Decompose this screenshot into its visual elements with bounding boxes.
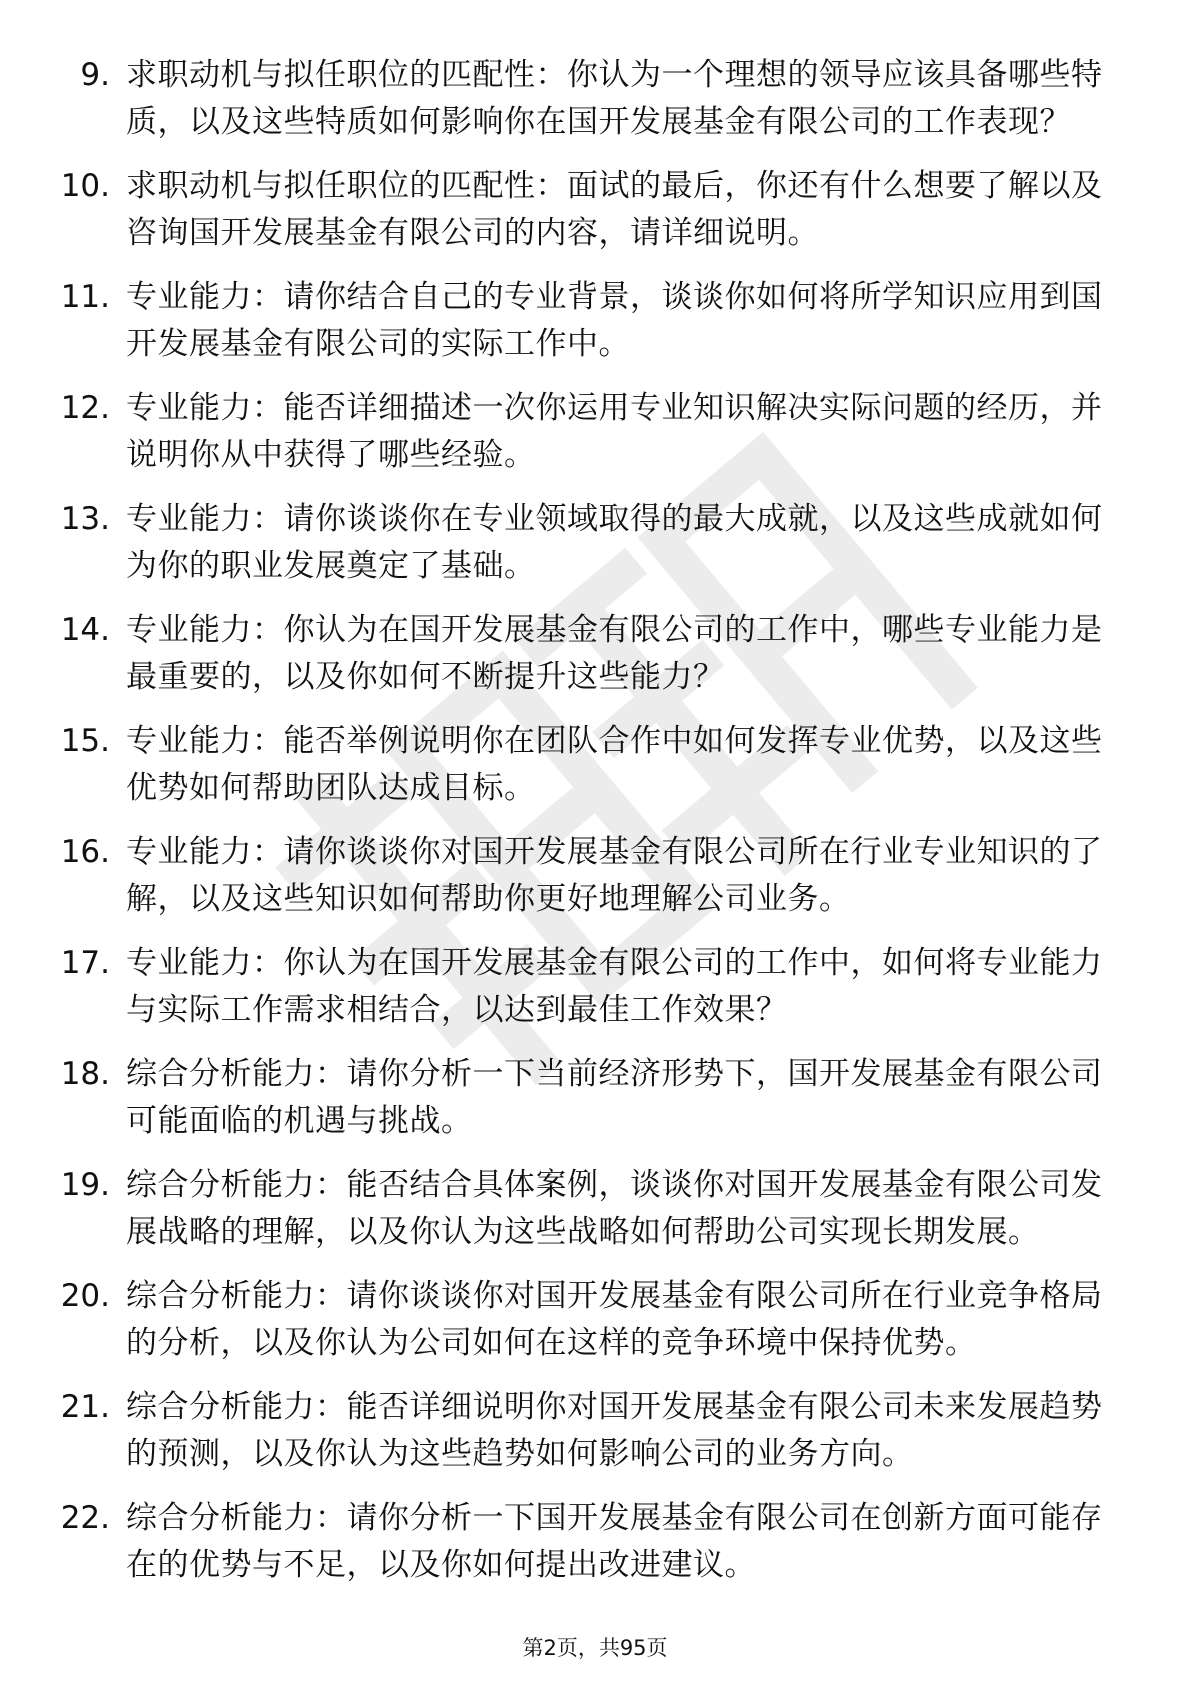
question-number: 11. <box>60 279 110 315</box>
question-item <box>0 940 1190 1034</box>
question-number: 15. <box>60 723 110 759</box>
question-item <box>0 1384 1190 1478</box>
question-number: 18. <box>60 1056 110 1092</box>
question-number: 21. <box>60 1389 110 1425</box>
question-text: 综合分析能力：能否结合具体案例，谈谈你对国开发展基金有限公司发展战略的理解，以及你认为这些战略如何帮助公司实现长期发展。 <box>126 1167 1103 1250</box>
question-item <box>0 1162 1190 1256</box>
question-text: 专业能力：请你谈谈你在专业领域取得的最大成就，以及这些成就如何为你的职业发展奠定了基础。 <box>126 501 1103 584</box>
question-number: 22. <box>60 1500 110 1536</box>
question-item <box>0 1273 1190 1367</box>
question-item <box>0 385 1190 479</box>
question-text: 专业能力：你认为在国开发展基金有限公司的工作中，如何将专业能力与实际工作需求相结合，以达到最佳工作效果？ <box>126 945 1103 1028</box>
question-text: 求职动机与拟任职位的匹配性：面试的最后，你还有什么想要了解以及咨询国开发展基金有限公司的内容，请详细说明。 <box>126 168 1103 251</box>
question-item <box>0 163 1190 257</box>
question-text: 求职动机与拟任职位的匹配性：你认为一个理想的领导应该具备哪些特质，以及这些特质如何影响你在国开发展基金有限公司的工作表现？ <box>126 57 1103 140</box>
question-item <box>0 718 1190 812</box>
question-list <box>0 52 1190 1606</box>
question-text: 专业能力：请你谈谈你对国开发展基金有限公司所在行业专业知识的了解，以及这些知识如何帮助你更好地理解公司业务。 <box>126 834 1103 917</box>
question-text: 专业能力：你认为在国开发展基金有限公司的工作中，哪些专业能力是最重要的，以及你如何不断提升这些能力？ <box>126 612 1103 695</box>
question-item <box>0 1051 1190 1145</box>
question-text: 专业能力：请你结合自己的专业背景，谈谈你如何将所学知识应用到国开发展基金有限公司的实际工作中。 <box>126 279 1103 362</box>
question-number: 16. <box>60 834 110 870</box>
page-indicator: 第2页，共95页 <box>522 1636 668 1660</box>
question-number: 17. <box>60 945 110 981</box>
question-number: 12. <box>60 390 110 426</box>
question-item <box>0 274 1190 368</box>
question-number: 20. <box>60 1278 110 1314</box>
question-item <box>0 496 1190 590</box>
question-text: 专业能力：能否举例说明你在团队合作中如何发挥专业优势，以及这些优势如何帮助团队达成目标。 <box>126 723 1103 806</box>
question-text: 综合分析能力：请你分析一下当前经济形势下，国开发展基金有限公司可能面临的机遇与挑战。 <box>126 1056 1103 1139</box>
question-number: 19. <box>60 1167 110 1203</box>
question-item <box>0 607 1190 701</box>
question-item <box>0 1495 1190 1589</box>
question-text: 综合分析能力：能否详细说明你对国开发展基金有限公司未来发展趋势的预测，以及你认为这些趋势如何影响公司的业务方向。 <box>126 1389 1103 1472</box>
question-text: 综合分析能力：请你谈谈你对国开发展基金有限公司所在行业竞争格局的分析，以及你认为公司如何在这样的竞争环境中保持优势。 <box>126 1278 1103 1361</box>
question-text: 综合分析能力：请你分析一下国开发展基金有限公司在创新方面可能存在的优势与不足，以及你如何提出改进建议。 <box>126 1500 1103 1583</box>
question-number: 10. <box>60 168 110 204</box>
question-item <box>0 829 1190 923</box>
question-number: 13. <box>60 501 110 537</box>
question-text: 专业能力：能否详细描述一次你运用专业知识解决实际问题的经历，并说明你从中获得了哪些经验。 <box>126 390 1103 473</box>
page-footer <box>0 1634 1190 1662</box>
question-number: 14. <box>60 612 110 648</box>
question-number: 9. <box>80 57 110 93</box>
question-item <box>0 52 1190 146</box>
